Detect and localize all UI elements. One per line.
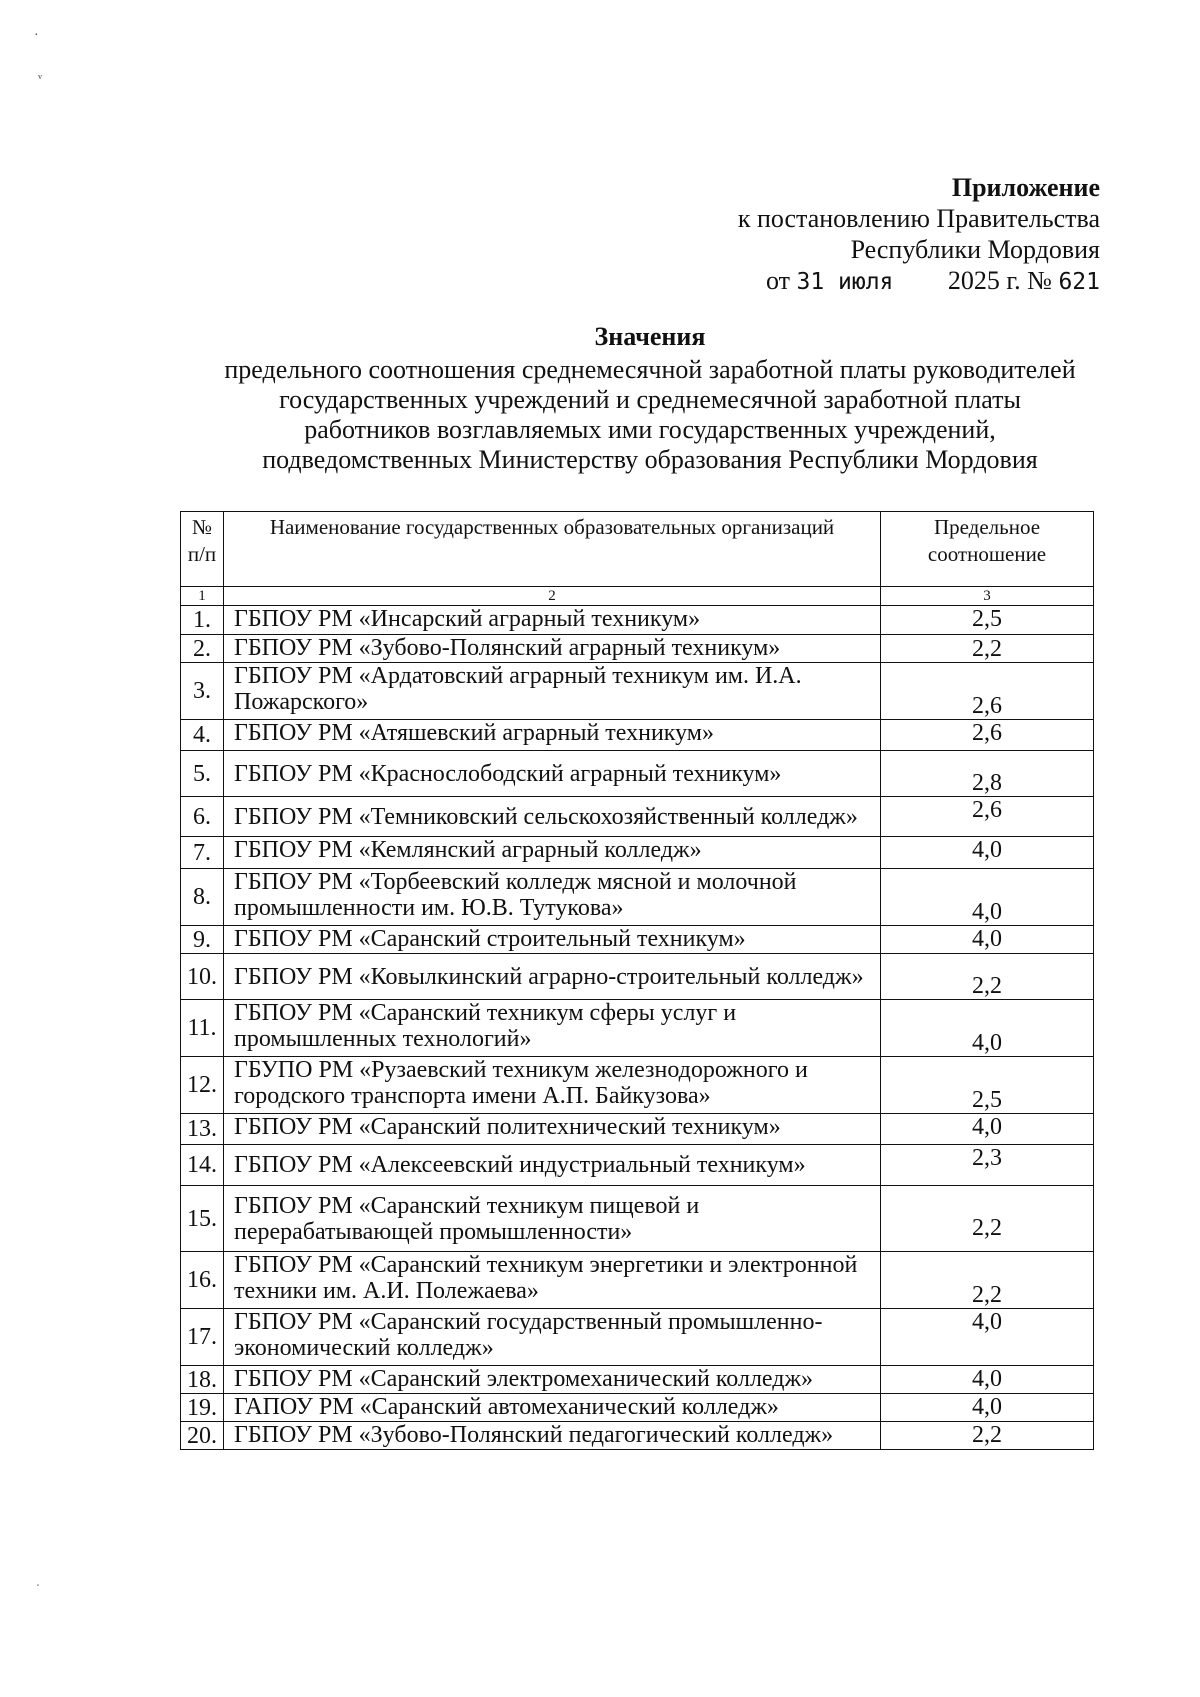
annex-line: Республики Мордовия [850,235,1100,264]
ratio-value: 4,0 [881,1309,1094,1366]
column-number: 1 [181,587,224,606]
ratio-value: 4,0 [881,926,1094,954]
table-row [181,837,1094,869]
ratio-value: 4,0 [881,837,1094,869]
organization-name: ГБПОУ РМ «Краснослободский аграрный техникум» [224,751,881,797]
table-header-row [181,512,1094,587]
row-number: 3. [181,663,224,720]
organization-name: ГБПОУ РМ «Саранский техникум сферы услуг и промышленных технологий» [224,1000,881,1057]
table-row [181,1309,1094,1366]
row-number: 9. [181,926,224,954]
document-heading [160,322,1140,475]
column-number-row [181,587,1094,606]
organization-name: ГБПОУ РМ «Инсарский аграрный техникум» [224,606,881,635]
heading-line: предельного соотношения среднемесячной заработной платы руководителей [224,355,1076,384]
ratio-value: 2,2 [881,1252,1094,1309]
ratio-value: 2,5 [881,1057,1094,1114]
organization-name: ГБПОУ РМ «Саранский государственный промышленно-экономический колледж» [224,1309,881,1366]
organization-name: ГАПОУ РМ «Саранский автомеханический колледж» [224,1394,881,1422]
table-row [181,663,1094,720]
date-handwritten: 31 июля [796,269,894,295]
table-row [181,1394,1094,1422]
header-number: № п/п [181,512,224,587]
table-row [181,720,1094,751]
table-row [181,1252,1094,1309]
scan-mark: ˑ [36,1580,40,1595]
row-number: 18. [181,1366,224,1394]
organization-name: ГБПОУ РМ «Саранский электромеханический колледж» [224,1366,881,1394]
row-number: 1. [181,606,224,635]
row-number: 10. [181,954,224,1000]
table-row [181,1366,1094,1394]
table-row [181,797,1094,837]
heading-line: работников возглавляемых ими государственных учреждений, [304,415,996,444]
row-number: 14. [181,1145,224,1186]
scan-mark: · [34,28,39,43]
ratio-value: 4,0 [881,869,1094,926]
organization-name: ГБПОУ РМ «Алексеевский индустриальный техникум» [224,1145,881,1186]
row-number: 6. [181,797,224,837]
ratio-value: 2,5 [881,606,1094,635]
annex-date [738,265,1100,298]
table-row [181,869,1094,926]
organization-name: ГБПОУ РМ «Саранский политехнический техникум» [224,1114,881,1145]
row-number: 8. [181,869,224,926]
ratio-value: 4,0 [881,1000,1094,1057]
heading-line: подведомственных Министерству образования Республики Мордовия [262,445,1038,474]
organization-name: ГБПОУ РМ «Зубово-Полянский педагогический колледж» [224,1422,881,1450]
organization-name: ГБПОУ РМ «Саранский техникум энергетики и электронной техники им. А.И. Полежаева» [224,1252,881,1309]
organization-name: ГБПОУ РМ «Саранский техникум пищевой и перерабатывающей промышленности» [224,1186,881,1252]
document-number: 621 [1058,269,1100,295]
row-number: 20. [181,1422,224,1450]
organization-name: ГБПОУ РМ «Темниковский сельскохозяйственный колледж» [224,797,881,837]
column-number: 3 [881,587,1094,606]
table-row [181,635,1094,663]
organization-name: ГБПОУ РМ «Атяшевский аграрный техникум» [224,720,881,751]
header-ratio: Предельное соотношение [881,512,1094,587]
row-number: 2. [181,635,224,663]
heading-title: Значения [594,322,706,351]
ratio-value: 2,2 [881,954,1094,1000]
row-number: 7. [181,837,224,869]
annex-title: Приложение [951,173,1100,202]
header-organization: Наименование государственных образовательных организаций [224,512,881,587]
annex-block [738,172,1100,298]
ratio-value: 2,6 [881,797,1094,837]
row-number: 19. [181,1394,224,1422]
row-number: 11. [181,1000,224,1057]
scan-mark: ᵛ [38,72,43,87]
column-number: 2 [224,587,881,606]
table-row [181,1145,1094,1186]
organization-name: ГБПОУ РМ «Ковылкинский аграрно-строительный колледж» [224,954,881,1000]
date-prefix: от [765,266,790,295]
ratio-value: 2,6 [881,720,1094,751]
table-row [181,926,1094,954]
row-number: 12. [181,1057,224,1114]
ratio-table [180,511,1094,1450]
ratio-value: 2,2 [881,1422,1094,1450]
organization-name: ГБПОУ РМ «Кемлянский аграрный колледж» [224,837,881,869]
ratio-value: 4,0 [881,1114,1094,1145]
row-number: 17. [181,1309,224,1366]
row-number: 16. [181,1252,224,1309]
row-number: 4. [181,720,224,751]
date-year: 2025 г. № [947,266,1052,295]
ratio-value: 2,2 [881,1186,1094,1252]
ratio-value: 4,0 [881,1394,1094,1422]
ratio-value: 4,0 [881,1366,1094,1394]
ratio-value: 2,2 [881,635,1094,663]
ratio-value: 2,6 [881,663,1094,720]
table-row [181,1000,1094,1057]
organization-name: ГБУПО РМ «Рузаевский техникум железнодорожного и городского транспорта имени А.П. Байкузова» [224,1057,881,1114]
row-number: 13. [181,1114,224,1145]
organization-name: ГБПОУ РМ «Саранский строительный техникум» [224,926,881,954]
table-row [181,751,1094,797]
table-row [181,606,1094,635]
ratio-value: 2,3 [881,1145,1094,1186]
table-row [181,954,1094,1000]
ratio-value: 2,8 [881,751,1094,797]
table-row [181,1422,1094,1450]
heading-line: государственных учреждений и среднемесячной заработной платы [279,385,1021,414]
annex-line: к постановлению Правительства [737,204,1100,233]
table-row [181,1057,1094,1114]
organization-name: ГБПОУ РМ «Торбеевский колледж мясной и молочной промышленности им. Ю.В. Тутукова» [224,869,881,926]
table-row [181,1186,1094,1252]
organization-name: ГБПОУ РМ «Ардатовский аграрный техникум им. И.А. Пожарского» [224,663,881,720]
organization-name: ГБПОУ РМ «Зубово-Полянский аграрный техникум» [224,635,881,663]
row-number: 15. [181,1186,224,1252]
row-number: 5. [181,751,224,797]
table-row [181,1114,1094,1145]
